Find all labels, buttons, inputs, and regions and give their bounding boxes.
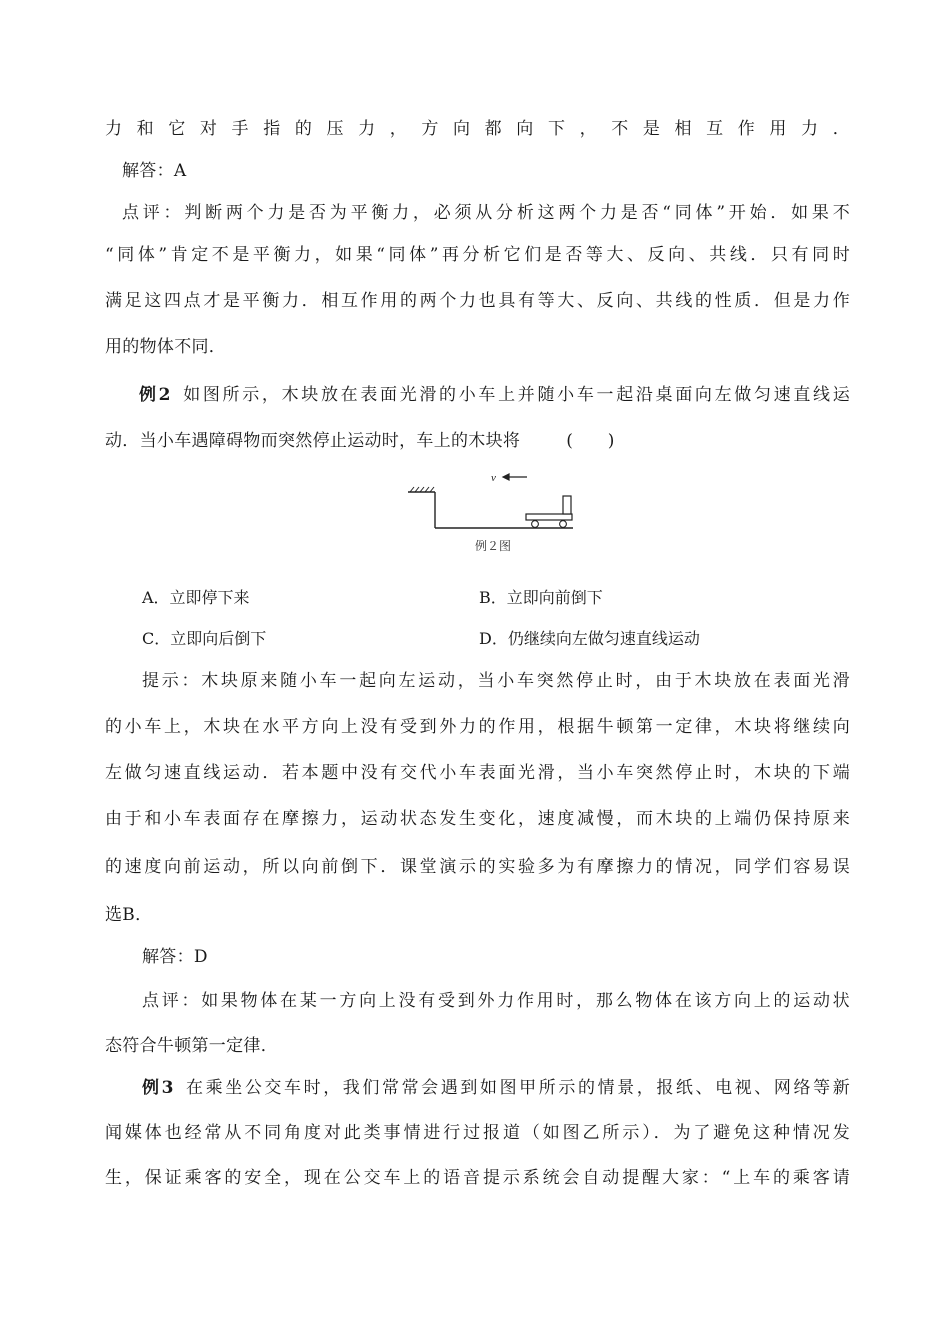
table-ledge — [408, 492, 573, 528]
cart-wheel — [560, 521, 567, 528]
hint-line: 选B． — [105, 905, 153, 925]
example2-line2: 动．当小车遇障碍物而突然停止运动时，车上的木块将 ( ) — [105, 431, 615, 451]
option-a: A．立即停下来 — [142, 588, 250, 607]
hint-line: 由于和小车表面存在摩擦力，运动状态发生变化，速度减慢，而木块的上端仍保持原来 — [105, 809, 850, 829]
paragraph-line: 力和它对手指的压力，方向都向下，不是相互作用力． — [105, 119, 850, 139]
example3-line3: 生，保证乘客的安全，现在公交车上的语音提示系统会自动提醒大家：“上车的乘客请 — [105, 1168, 850, 1188]
comment-line: 用的物体不同． — [105, 337, 227, 357]
option-c: C．立即向后倒下 — [142, 629, 267, 648]
hint-line: 的小车上，木块在水平方向上没有受到外力的作用，根据牛顿第一定律，木块将继续向 — [105, 717, 850, 737]
answer-bracket: ( ) — [566, 431, 615, 451]
comment-line: 满足这四点才是平衡力．相互作用的两个力也具有等大、反向、共线的性质．但是力作 — [105, 291, 850, 311]
comment-line: “同体”肯定不是平衡力，如果“同体”再分析它们是否等大、反向、共线．只有同时 — [105, 245, 850, 265]
option-b: B．立即向前倒下 — [479, 588, 603, 607]
ledge-hatching — [410, 487, 434, 492]
option-d: D．仍继续向左做匀速直线运动 — [479, 629, 700, 648]
cart-body — [526, 514, 572, 520]
velocity-arrow — [503, 474, 527, 480]
example3-label: 例3 — [142, 1078, 174, 1098]
example2-comment-line: 态符合牛顿第一定律． — [105, 1036, 278, 1056]
example3-line2: 闻媒体也经常从不同角度对此类事情进行过报道（如图乙所示）．为了避免这种情况发 — [105, 1123, 850, 1143]
velocity-label: v — [491, 472, 496, 484]
hint-line: 提示：木块原来随小车一起向左运动，当小车突然停止时，由于木块放在表面光滑 — [142, 671, 850, 691]
hint-line: 的速度向前运动，所以向前倒下．课堂演示的实验多为有摩擦力的情况，同学们容易误 — [105, 857, 850, 877]
cart-wheel — [532, 521, 539, 528]
wood-block — [563, 496, 571, 514]
comment-line: 点评：判断两个力是否为平衡力，必须从分析这两个力是否“同体”开始．如果不 — [122, 203, 850, 223]
example2-label: 例2 — [139, 385, 171, 405]
example2-comment-line: 点评：如果物体在某一方向上没有受到外力作用时，那么物体在该方向上的运动状 — [142, 991, 850, 1011]
answer-line: 解答：A — [122, 161, 187, 181]
hint-line: 左做匀速直线运动．若本题中没有交代小车表面光滑，当小车突然停止时，木块的下端 — [105, 763, 850, 783]
example3-line1: 例3 在乘坐公交车时，我们常常会遇到如图甲所示的情景，报纸、电视、网络等新 — [142, 1078, 850, 1098]
figure-caption: 例２图 — [475, 539, 512, 553]
example2-line1: 例2 如图所示，木块放在表面光滑的小车上并随小车一起沿桌面向左做匀速直线运 — [139, 385, 850, 405]
example2-answer: 解答：D — [142, 947, 208, 967]
